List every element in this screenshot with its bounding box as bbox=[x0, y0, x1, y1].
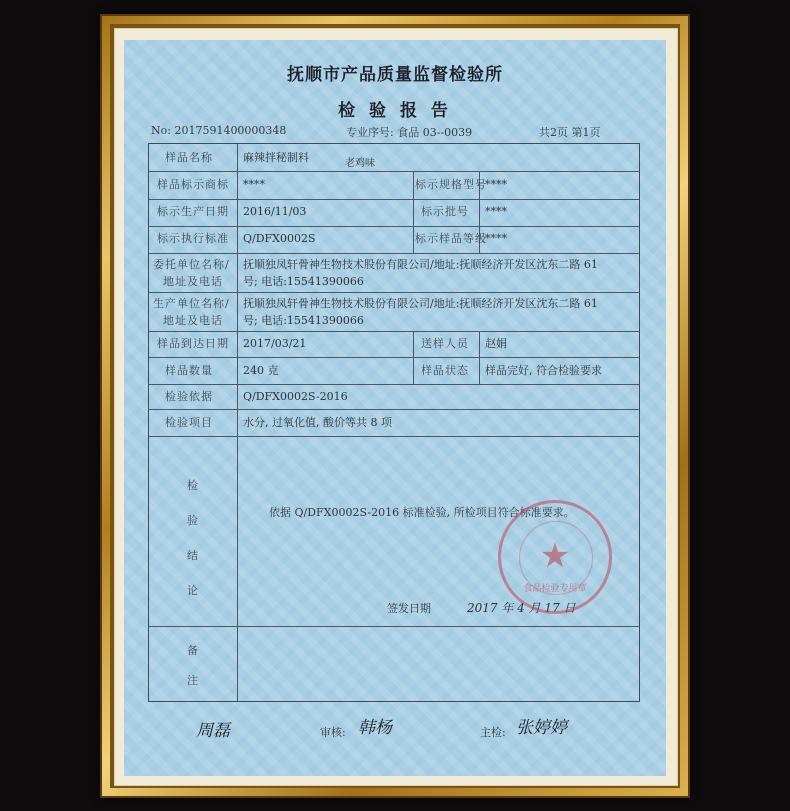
inspector-label: 主检: bbox=[480, 726, 506, 739]
label-producer-unit: 生产单位名称/ bbox=[153, 297, 230, 310]
label-entrust-address: 地址及电话 bbox=[163, 275, 223, 288]
value-sender: 赵娟 bbox=[485, 337, 507, 350]
report-number: No: 2017591400000348 bbox=[151, 124, 287, 137]
approver-signature: 周磊 bbox=[196, 721, 230, 741]
label-sender: 送样人员 bbox=[421, 337, 469, 350]
value-spec-model: **** bbox=[485, 178, 507, 191]
label-sample-status: 样品状态 bbox=[421, 364, 469, 377]
value-entrust-phone: 号; 电话:15541390066 bbox=[243, 275, 364, 288]
official-seal bbox=[498, 500, 612, 614]
value-basis: Q/DFX0002S-2016 bbox=[243, 390, 348, 403]
label-grade: 标示样品等级 bbox=[415, 232, 487, 245]
inspector-signature: 张婷婷 bbox=[516, 718, 567, 738]
label-production-date: 标示生产日期 bbox=[157, 205, 229, 218]
issue-date-label: 签发日期 bbox=[387, 602, 431, 615]
label-remark-2: 注 bbox=[187, 674, 199, 687]
org-title: 抚顺市产品质量监督检验所 bbox=[287, 65, 503, 85]
value-sample-flavor: 老鸡味 bbox=[345, 158, 375, 169]
value-batch-no: **** bbox=[485, 205, 507, 218]
page-info: 共2页 第1页 bbox=[539, 126, 601, 139]
seal-star-icon: ★ bbox=[539, 536, 571, 576]
conclusion-text: 依据 Q/DFX0002S-2016 标准检验, 所检项目符合标准要求。 bbox=[269, 506, 575, 519]
serial-number: 专业序号: 食品 03--0039 bbox=[346, 126, 473, 139]
label-batch-no: 标示批号 bbox=[421, 205, 469, 218]
label-sample-name: 样品名称 bbox=[165, 151, 213, 164]
value-producer-unit: 抚顺独凤轩骨神生物技术股份有限公司/地址:抚顺经济开发区沈东二路 61 bbox=[243, 297, 598, 310]
value-production-date: 2016/11/03 bbox=[243, 205, 307, 218]
value-sample-status: 样品完好, 符合检验要求 bbox=[485, 364, 602, 377]
label-arrival-date: 样品到达日期 bbox=[157, 337, 229, 350]
label-conclusion-1: 检 bbox=[187, 479, 199, 492]
value-standard: Q/DFX0002S bbox=[243, 232, 316, 245]
value-grade: **** bbox=[485, 232, 507, 245]
value-entrust-unit: 抚顺独凤轩骨神生物技术股份有限公司/地址:抚顺经济开发区沈东二路 61 bbox=[243, 258, 598, 271]
value-trademark: **** bbox=[243, 178, 265, 191]
report-table bbox=[148, 143, 640, 702]
label-remark-1: 备 bbox=[187, 644, 199, 657]
value-items: 水分, 过氧化值, 酸价等共 8 项 bbox=[243, 416, 392, 429]
reviewer-label: 审核: bbox=[320, 726, 346, 739]
label-conclusion-4: 论 bbox=[187, 584, 199, 597]
label-trademark: 样品标示商标 bbox=[157, 178, 229, 191]
inspection-report-sheet bbox=[124, 40, 666, 776]
label-conclusion-2: 验 bbox=[187, 514, 199, 527]
label-entrust-unit: 委托单位名称/ bbox=[153, 258, 230, 271]
label-spec-model: 标示规格型号 bbox=[415, 178, 487, 191]
label-producer-address: 地址及电话 bbox=[163, 314, 223, 327]
label-basis: 检验依据 bbox=[165, 390, 213, 403]
label-items: 检验项目 bbox=[165, 416, 213, 429]
value-sample-name: 麻辣拌秘制料 bbox=[243, 151, 309, 164]
reviewer-signature: 韩杨 bbox=[358, 718, 392, 738]
value-quantity: 240 克 bbox=[243, 364, 279, 377]
issue-date: 2017 年 4 月 17 日 bbox=[467, 601, 576, 615]
seal-text: 食品检验专用章 bbox=[523, 584, 587, 594]
label-standard: 标示执行标准 bbox=[157, 232, 229, 245]
label-conclusion-3: 结 bbox=[187, 549, 199, 562]
value-producer-phone: 号; 电话:15541390066 bbox=[243, 314, 364, 327]
value-arrival-date: 2017/03/21 bbox=[243, 337, 307, 350]
label-quantity: 样品数量 bbox=[165, 364, 213, 377]
report-title: 检 验 报 告 bbox=[338, 101, 452, 121]
